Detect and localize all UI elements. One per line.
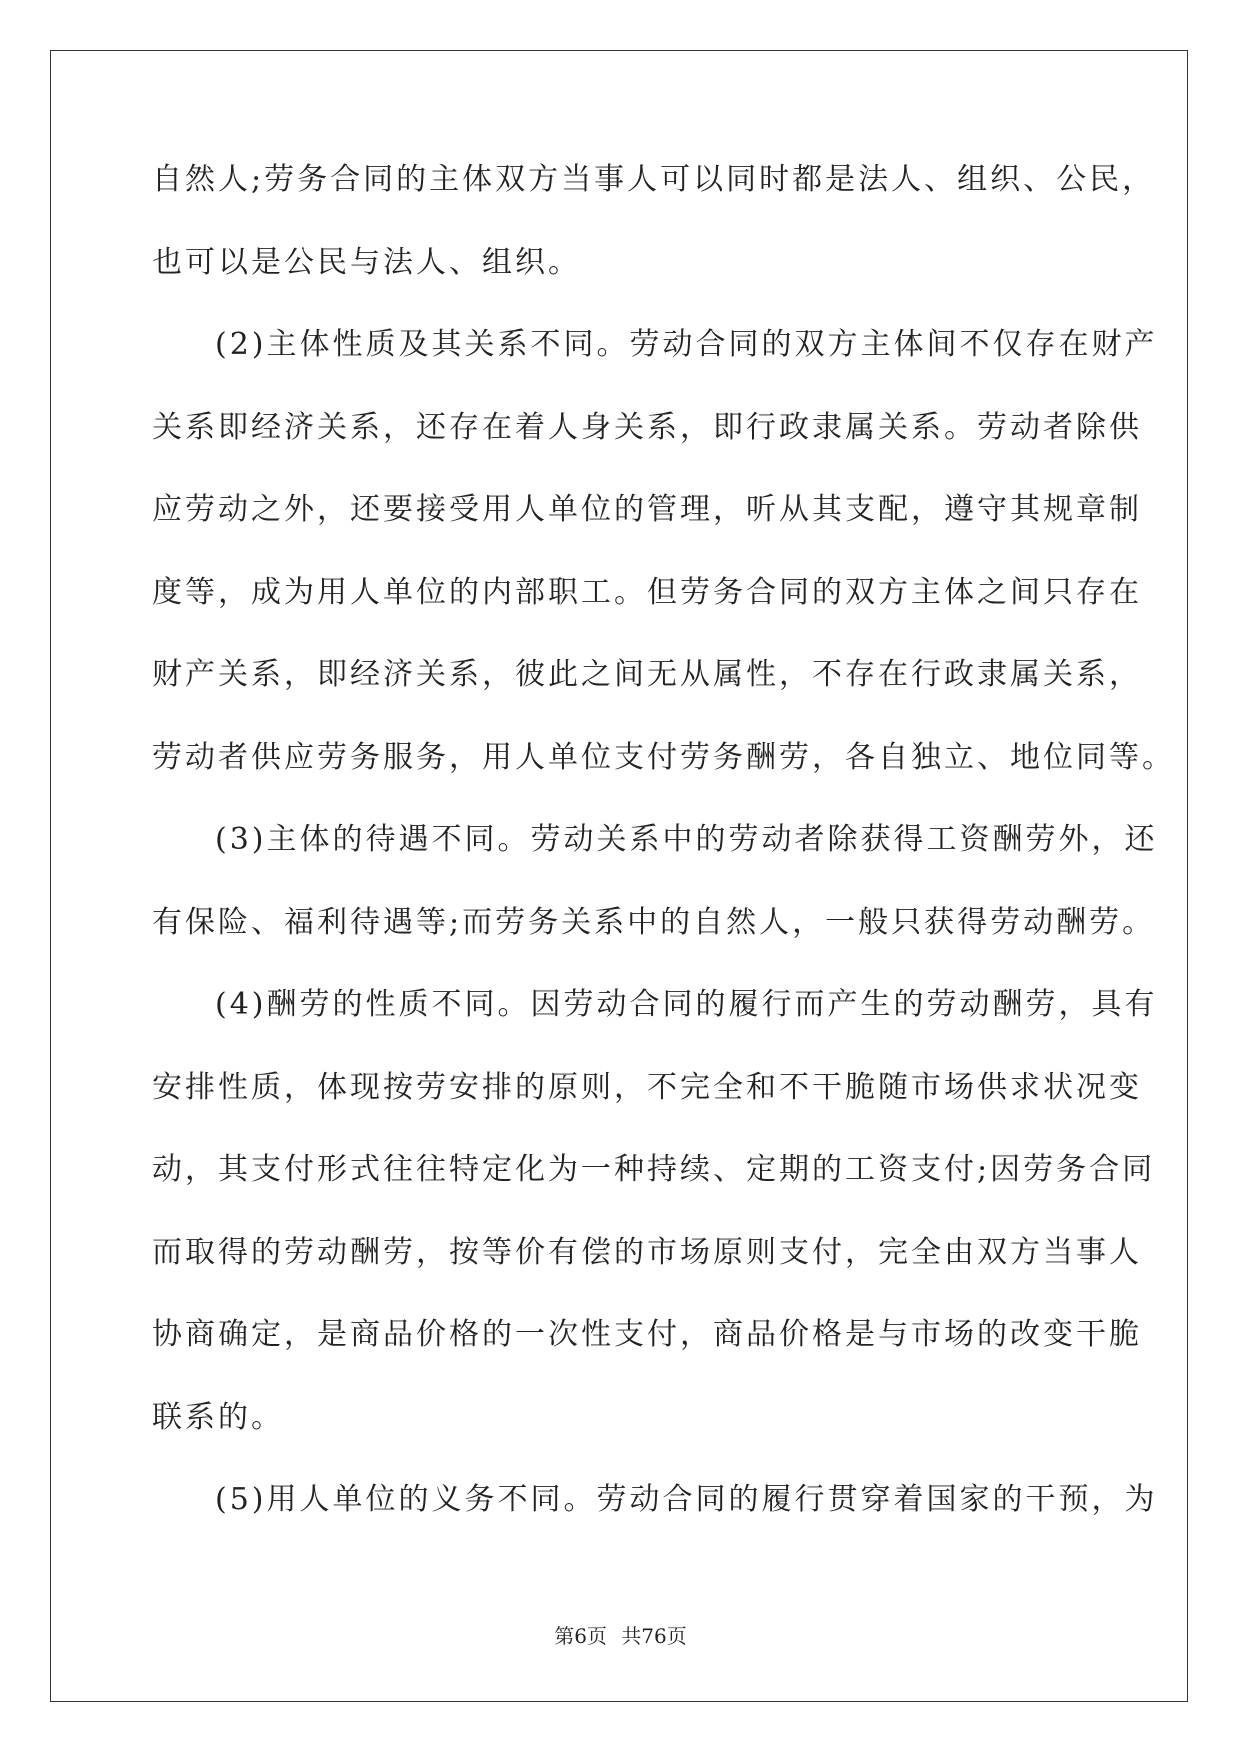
text-line: 关系即经济关系，还存在着人身关系，即行政隶属关系。劳动者除供 <box>152 409 1142 445</box>
text-line: 有保险、福利待遇等;而劳务关系中的自然人，一般只获得劳动酬劳。 <box>152 904 1156 940</box>
text-line: 自然人;劳务合同的主体双方当事人可以同时都是法人、组织、公民， <box>152 162 1156 197</box>
text-line: 度等，成为用人单位的内部职工。但劳务合同的双方主体之间只存在 <box>152 574 1142 610</box>
text-line: 劳动者供应劳务服务，用人单位支付劳务酬劳，各自独立、地位同等。 <box>152 739 1175 775</box>
text-line: 协商确定，是商品价格的一次性支付，商品价格是与市场的改变干脆 <box>152 1317 1142 1352</box>
text-line: (3)主体的待遇不同。劳动关系中的劳动者除获得工资酬劳外，还 <box>215 822 1158 857</box>
text-line: (5)用人单位的义务不同。劳动合同的履行贯穿着国家的干预，为 <box>215 1482 1158 1517</box>
text-line: 应劳动之外，还要接受用人单位的管理，听从其支配，遵守其规章制 <box>152 492 1142 527</box>
text-line: (4)酬劳的性质不同。因劳动合同的履行而产生的劳动酬劳，具有 <box>215 987 1158 1022</box>
document-body <box>152 155 1175 1558</box>
total-pages-label: 共76页 <box>621 1624 687 1648</box>
page-footer <box>0 1620 1241 1649</box>
text-line: 动，其支付形式往往特定化为一种持续、定期的工资支付;因劳务合同 <box>152 1152 1156 1187</box>
text-line: 也可以是公民与法人、组织。 <box>152 244 581 280</box>
text-line: 财产关系，即经济关系，彼此之间无从属性，不存在行政隶属关系， <box>152 657 1142 692</box>
text-line: (2)主体性质及其关系不同。劳动合同的双方主体间不仅存在财产 <box>215 327 1158 362</box>
current-page-label: 第6页 <box>554 1624 607 1648</box>
text-line: 联系的。 <box>152 1399 284 1435</box>
text-line: 安排性质，体现按劳安排的原则，不完全和不干脆随市场供求状况变 <box>152 1069 1142 1105</box>
text-line: 而取得的劳动酬劳，按等价有偿的市场原则支付，完全由双方当事人 <box>152 1234 1142 1270</box>
